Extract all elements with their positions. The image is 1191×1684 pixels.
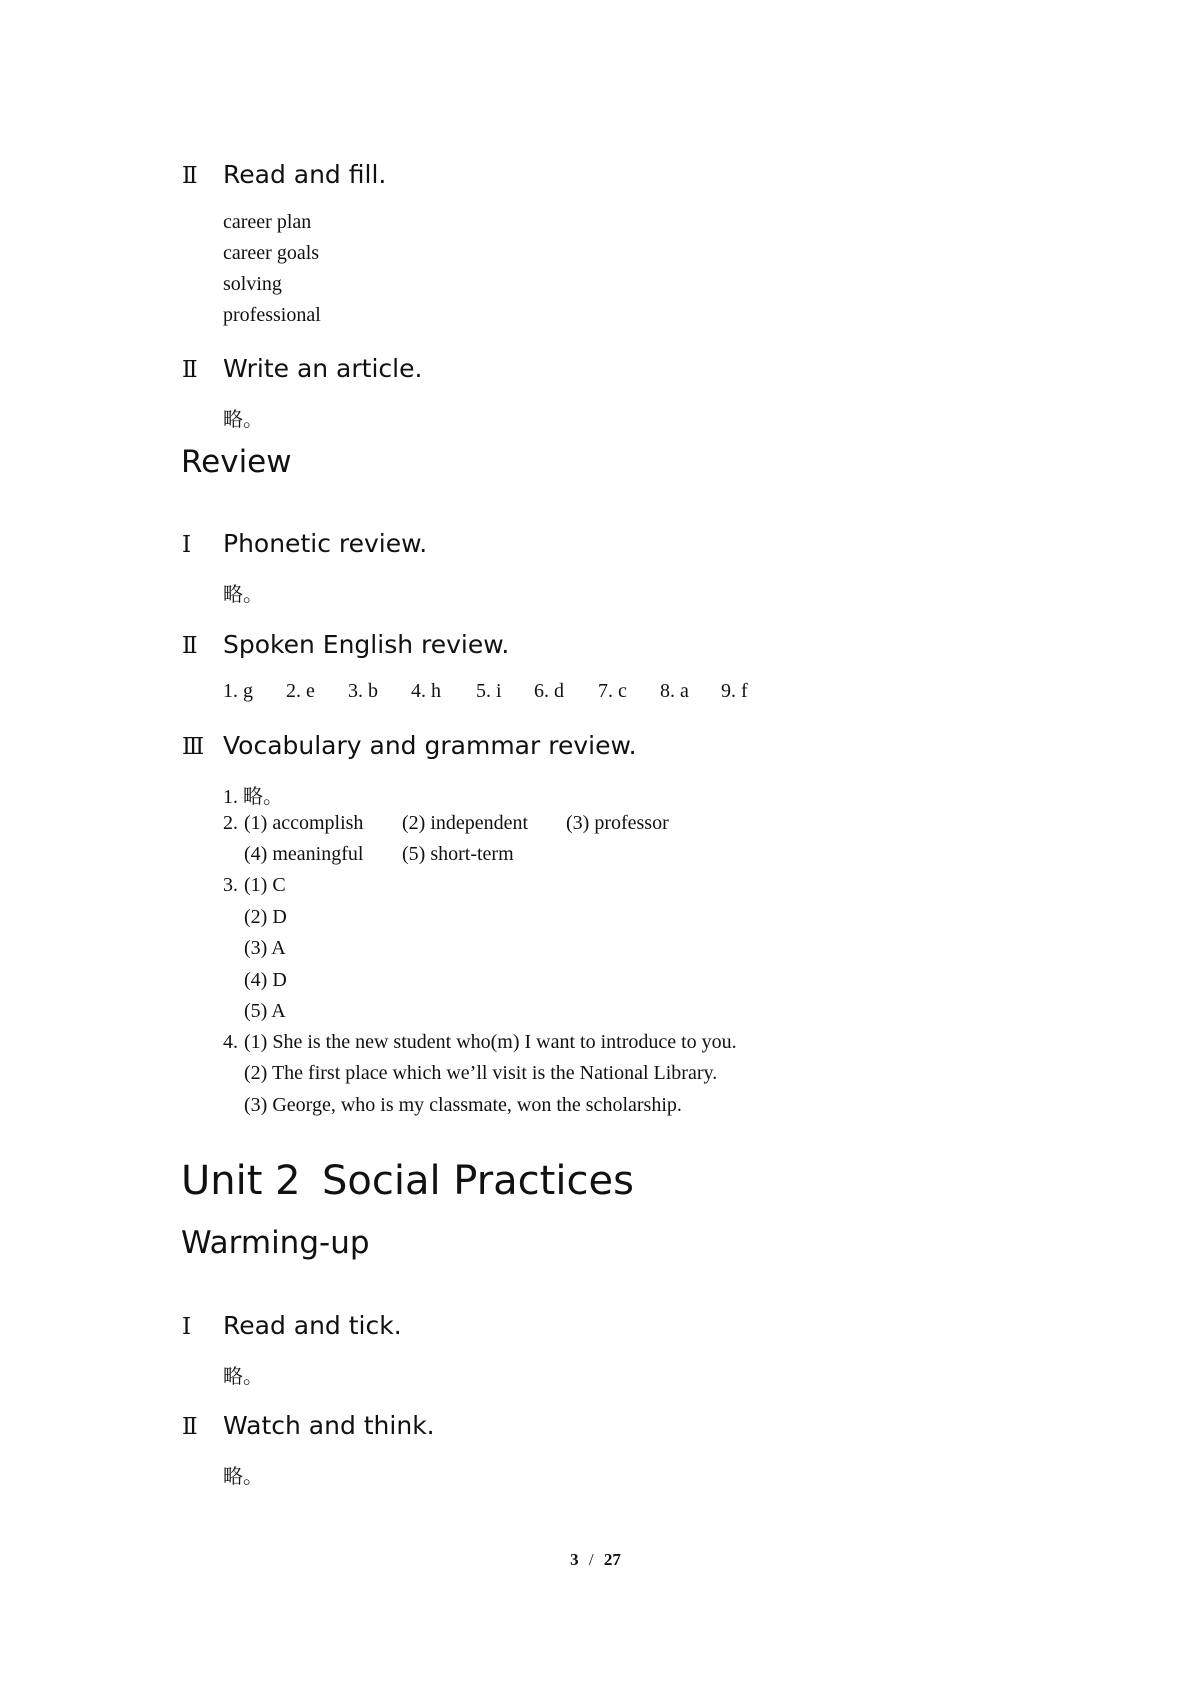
answer-omitted: 略。: [223, 1364, 263, 1388]
question-number: 4.: [223, 1031, 238, 1053]
answer-item: 4. h: [411, 680, 441, 702]
answer-item: (5) A: [244, 1000, 286, 1022]
answer-item: 9. f: [721, 680, 748, 702]
section-title: Spoken English review.: [223, 630, 510, 659]
page-number: [0, 1550, 1191, 1570]
answer-item: 6. d: [534, 680, 564, 702]
answer-line: career plan: [223, 211, 312, 233]
answer-sentence: (2) The first place which we’ll visit is the National Library.: [244, 1062, 718, 1084]
answer-item: 5. i: [476, 680, 502, 702]
answer-item: (5) short-term: [402, 843, 514, 865]
section-number: Ⅱ: [182, 633, 198, 659]
answer-item: (1) accomplish: [244, 812, 364, 834]
answer-item: (3) A: [244, 937, 286, 959]
answer-item: 1. g: [223, 680, 253, 702]
answer-omitted: 略。: [223, 582, 263, 606]
answer-item: 7. c: [598, 680, 627, 702]
answer-item: (2) independent: [402, 812, 529, 834]
section-number: Ⅲ: [182, 734, 205, 760]
section-title: Watch and think.: [223, 1411, 435, 1440]
section-number: Ⅱ: [182, 163, 198, 189]
total-pages: 27: [603, 1550, 621, 1569]
answer-sentence: (3) George, who is my classmate, won the scholarship.: [244, 1094, 682, 1116]
section-number: Ⅰ: [182, 1314, 192, 1340]
answer-item: (4) D: [244, 969, 287, 991]
answer-line: professional: [223, 304, 321, 326]
answer-line: solving: [223, 273, 282, 295]
section-number: Ⅰ: [182, 532, 192, 558]
warmup-heading: Warming-up: [181, 1225, 370, 1261]
answer-omitted: 略。: [223, 407, 263, 431]
section-number: Ⅱ: [182, 357, 198, 383]
section-title: Write an article.: [223, 354, 423, 383]
unit-title: Social Practices: [322, 1158, 634, 1204]
question-number: 3.: [223, 874, 238, 896]
section-title: Vocabulary and grammar review.: [223, 731, 637, 760]
answer-line: career goals: [223, 242, 320, 264]
answer-item: 2. e: [286, 680, 315, 702]
answer-item: (2) D: [244, 906, 287, 928]
answer-item: 8. a: [660, 680, 689, 702]
section-number: Ⅱ: [182, 1414, 198, 1440]
current-page: 3: [570, 1550, 579, 1569]
answer-item: (4) meaningful: [244, 843, 364, 865]
section-title: Phonetic review.: [223, 529, 428, 558]
section-title: Read and tick.: [223, 1311, 402, 1340]
answer-item: (1) C: [244, 874, 286, 896]
answer-sentence: (1) She is the new student who(m) I want to introduce to you.: [244, 1031, 737, 1053]
answer-omitted: 略。: [223, 1464, 263, 1488]
question-number: 2.: [223, 812, 238, 834]
answer-item: 3. b: [348, 680, 378, 702]
question-1-answer: 1. 略。: [223, 786, 283, 808]
page-separator: /: [588, 1550, 594, 1569]
section-title: Read and fill.: [223, 160, 387, 189]
answer-item: (3) professor: [566, 812, 669, 834]
unit-label: Unit 2: [181, 1158, 301, 1204]
review-heading: Review: [181, 444, 292, 480]
